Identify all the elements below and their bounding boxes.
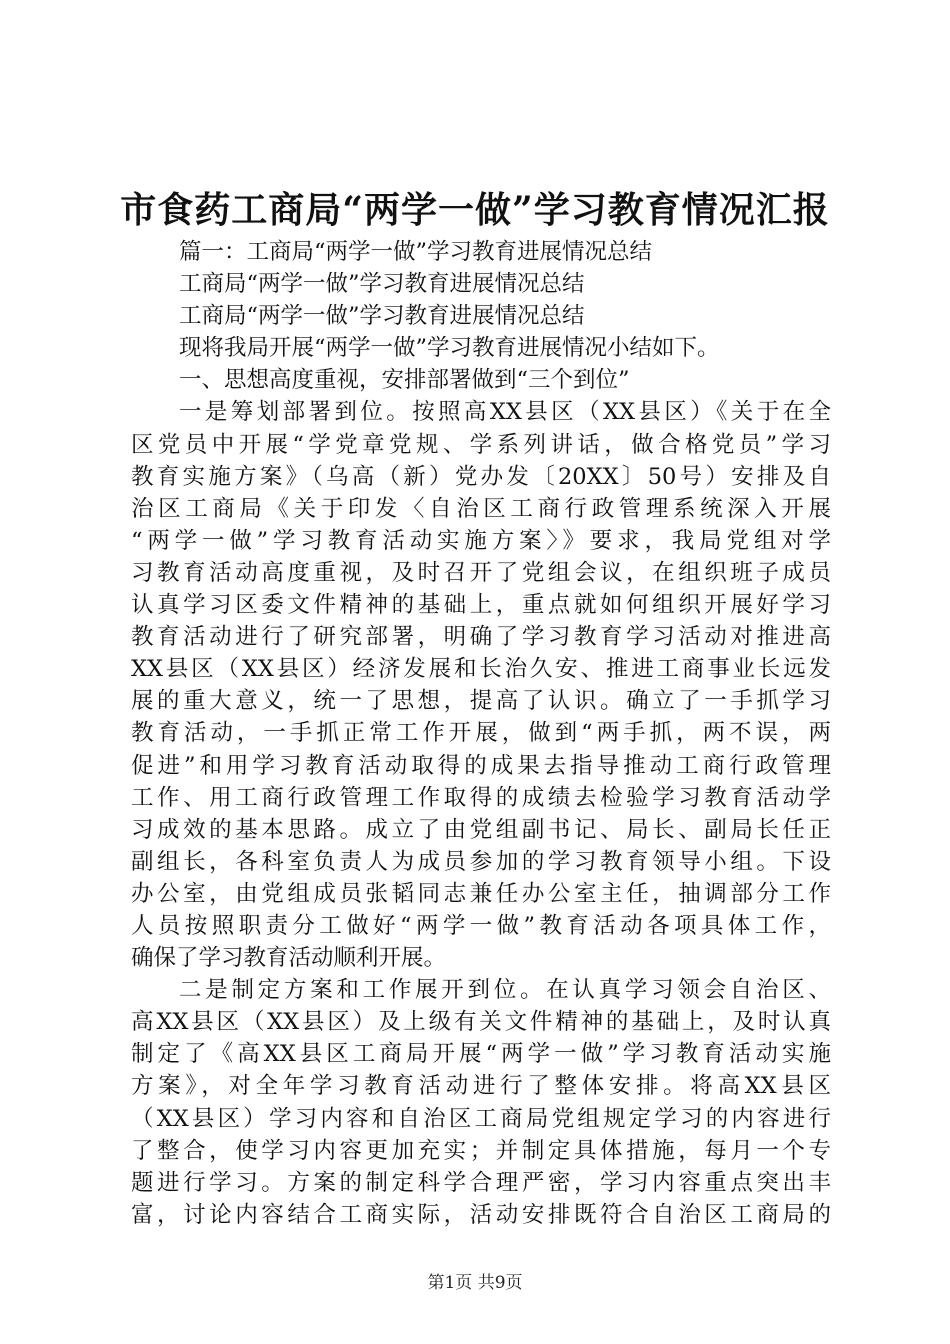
body-line: 区党员中开展“学党章党规、学系列讲话，做合格党员”学习	[131, 431, 831, 458]
body-line: 二是制定方案和工作展开到位。在认真学习领会自治区、	[179, 977, 831, 1004]
body-line: 制定了《高XX县区工商局开展“两学一做”学习教育活动实施	[131, 1041, 831, 1068]
body-line: 篇一：工商局“两学一做”学习教育进展情况总结	[179, 239, 653, 265]
body-line: 工商局“两学一做”学习教育进展情况总结	[179, 303, 585, 330]
body-line: 副组长，各科室负责人为成员参加的学习教育领导小组。下设	[131, 848, 831, 875]
body-line: 高XX县区（XX县区）及上级有关文件精神的基础上，及时认真	[131, 1009, 831, 1036]
body-line: 促进”和用学习教育活动取得的成果去指导推动工商行政管理	[131, 752, 831, 779]
body-line: 工商局“两学一做”学习教育进展情况总结	[179, 271, 585, 298]
page-footer: 第1页 共9页	[427, 1273, 523, 1293]
body-line: 教育活动，一手抓正常工作开展，做到“两手抓，两不误，两	[131, 720, 831, 747]
body-line: 方案》，对全年学习教育活动进行了整体安排。将高XX县区	[131, 1073, 831, 1100]
body-line: XX县区（XX县区）经济发展和长治久安、推进工商事业长远发	[131, 656, 831, 683]
body-line: 了整合，使学习内容更加充实；并制定具体措施，每月一个专	[131, 1137, 831, 1164]
body-line: （XX县区）学习内容和自治区工商局党组规定学习的内容进行	[131, 1105, 831, 1132]
body-line: 认真学习区委文件精神的基础上，重点就如何组织开展好学习	[131, 592, 831, 619]
document-title: 市食药工商局“两学一做”学习教育情况汇报	[120, 189, 830, 231]
body-line: 习教育活动高度重视，及时召开了党组会议，在组织班子成员	[131, 559, 831, 586]
body-line: 展的重大意义，统一了思想，提高了认识。确立了一手抓学习	[131, 688, 831, 715]
body-line: 现将我局开展“两学一做”学习教育进展情况小结如下。	[179, 335, 720, 362]
document-body	[131, 236, 831, 1231]
body-line: 人员按照职责分工做好“两学一做”教育活动各项具体工作，	[131, 912, 831, 939]
body-line: 办公室，由党组成员张韬同志兼任办公室主任，抽调部分工作	[131, 880, 831, 907]
body-line: 工作、用工商行政管理工作取得的成绩去检验学习教育活动学	[131, 784, 831, 811]
body-line: 习成效的基本思路。成立了由党组副书记、局长、副局长任正	[131, 816, 831, 843]
body-line: 教育活动进行了研究部署，明确了学习教育学习活动对推进高	[131, 624, 831, 651]
body-line: 一是筹划部署到位。按照高XX县区（XX县区）《关于在全	[179, 399, 831, 426]
body-line: 教育实施方案》（乌高（新）党办发〔20XX〕50号）安排及自	[131, 463, 831, 490]
body-line: 一、思想高度重视，安排部署做到“三个到位”	[179, 367, 630, 394]
body-line: 治区工商局《关于印发〈自治区工商行政管理系统深入开展	[131, 495, 831, 522]
body-line: 题进行学习。方案的制定科学合理严密，学习内容重点突出丰	[131, 1169, 831, 1196]
body-line: 确保了学习教育活动顺利开展。	[131, 945, 447, 972]
body-line: 富，讨论内容结合工商实际，活动安排既符合自治区工商局的	[131, 1201, 831, 1228]
body-line: “两学一做”学习教育活动实施方案〉》要求，我局党组对学	[131, 527, 831, 554]
